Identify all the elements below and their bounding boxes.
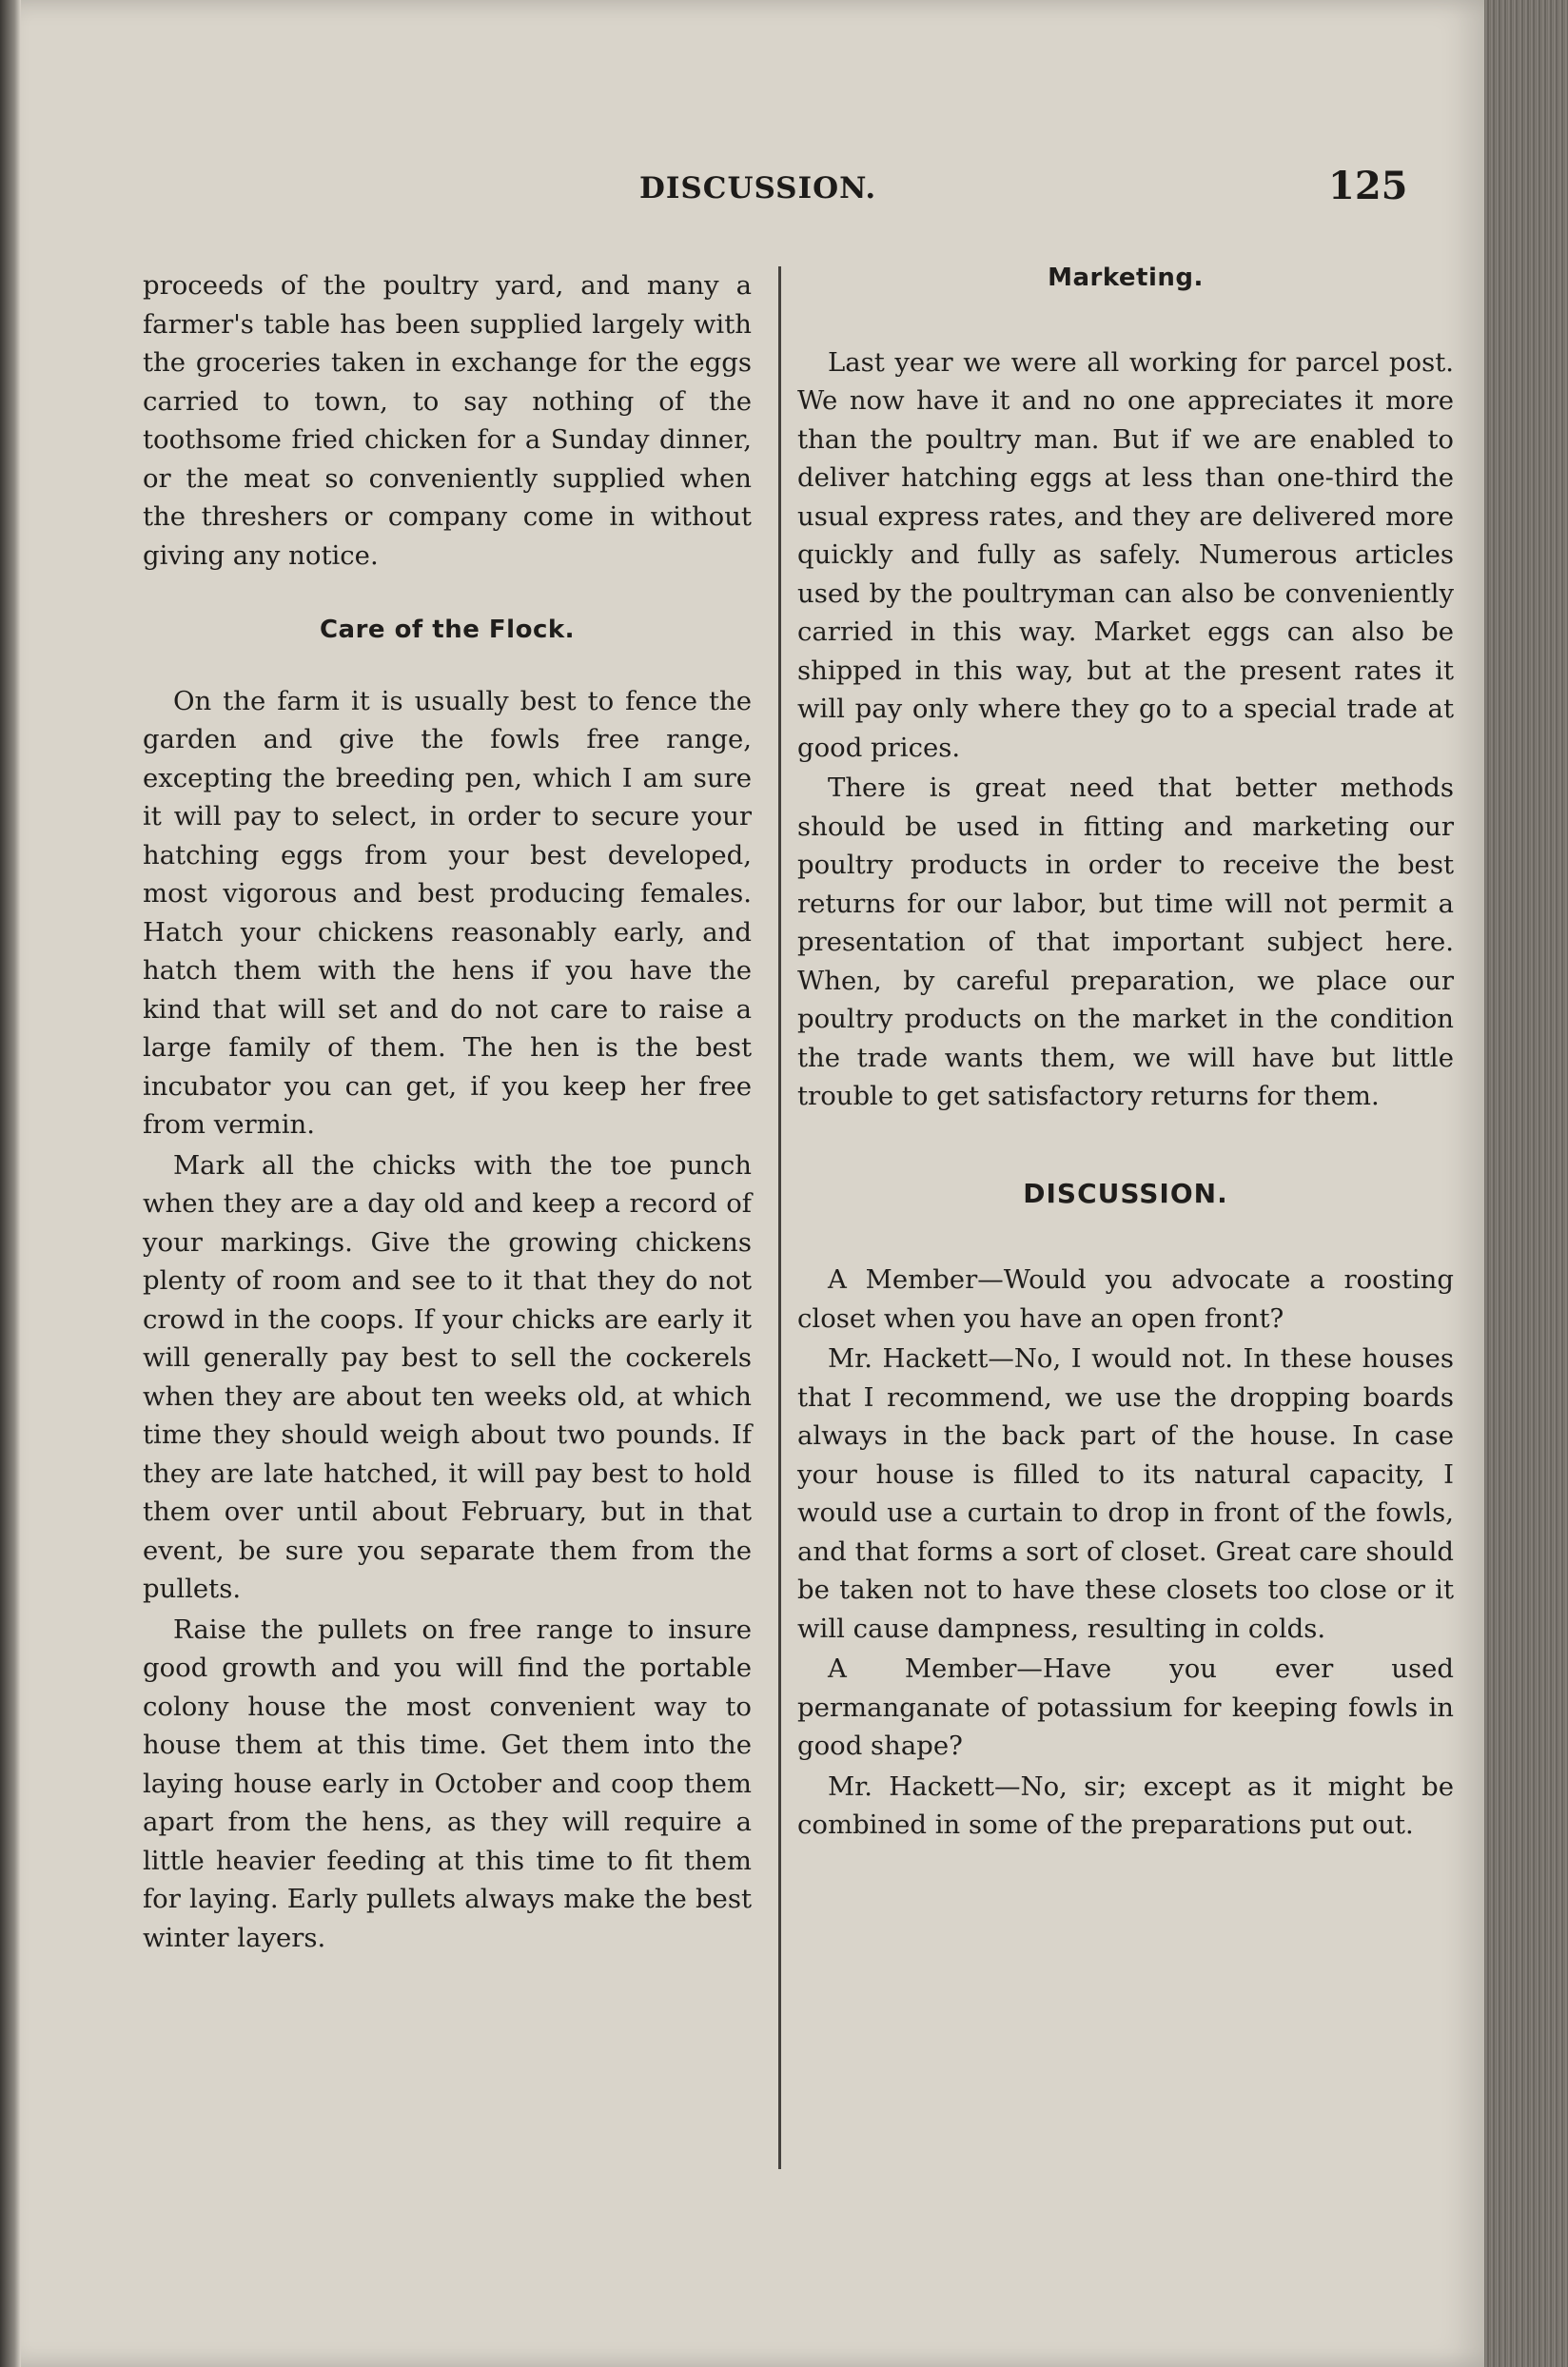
left-paragraph-2: On the farm it is usually best to fence the garden and give the fowls free range, excepting the breeding pen, which I am sure it will pay to select, in order to secure your hatching eggs from your best developed, most vigorous and best producing females. Hatch your chickens reasonably early, and hatch them with the hens if you have the kind that will set and do not care to raise a large family of them. The hen is the best incubator you can get, if you keep her free from vermin. <box>143 685 752 1140</box>
right-paragraph-3: A Member—Would you advocate a roosting closet when you have an open front? <box>797 1264 1454 1334</box>
left-paragraph-4: Raise the pullets on free range to insure good growth and you will find the portable colony house the most convenient way to house them at this time. Get them into the laying house early in October and coop them apart from the hens, as they will require a little heavier feeding at this time to fit them for laying. Early pullets always make the best winter layers. <box>143 1614 752 1953</box>
right-paragraph-4: Mr. Hackett—No, I would not. In these houses that I recommend, we use the dropping boards always in the back part of the house. In case your house is filled to its natural capacity, I would use a curtain to drop in front of the fowls, and that forms a sort of closet. Great care should be taken not to have these closets too close or it will cause dampness, resulting in colds. <box>797 1343 1454 1644</box>
right-paragraph-5: A Member—Have you ever used permanganate of potassium for keeping fowls in good shape? <box>797 1653 1454 1761</box>
left-paragraph-1: proceeds of the poultry yard, and many a farmer's table has been supplied largely with the groceries taken in exchange for the eggs carried to town, to say nothing of the toothsome fried chicken for a Sunday dinner, or the meat so conveniently supplied when the threshers or company come in without giving any notice. <box>143 270 752 571</box>
page-number: 125 <box>1328 164 1408 208</box>
book-spine-shadow <box>0 0 21 2367</box>
right-paragraph-6: Mr. Hackett—No, sir; except as it might be combined in some of the preparations put out. <box>797 1770 1454 1840</box>
page-stack-edge <box>1484 0 1568 2367</box>
right-column <box>797 259 1454 1845</box>
column-divider <box>778 266 781 2169</box>
section-heading-discussion: DISCUSSION. <box>1023 1177 1228 1209</box>
section-heading-care-of-the-flock: Care of the Flock. <box>319 616 576 644</box>
running-header-title: DISCUSSION. <box>639 171 877 205</box>
right-paragraph-1: Last year we were all working for parcel post. We now have it and no one appreciates it more than the poultry man. But if we are enabled to deliver hatching eggs at less than one-third the usual express rates, and they are delivered more quickly and fully as safely. Numerous articles used by the poultryman can also be conveniently carried in this way. Market eggs can also be shipped in this way, but at the present rates it will pay only where they go to a special trade at good prices. <box>797 346 1454 763</box>
right-paragraph-2: There is great need that better methods should be used in fitting and marketing our poultry products in order to receive the best returns for our labor, but time will not permit a presentation of that important subject here. When, by careful preparation, we place our poultry products on the market in the condition the trade wants them, we will have but little trouble to get satisfactory returns for them. <box>797 773 1454 1111</box>
left-column <box>143 266 752 1957</box>
left-paragraph-3: Mark all the chicks with the toe punch when they are a day old and keep a record of your markings. Give the growing chickens plenty of room and see to it that they do not crowd in the coops. If your chicks are early it will generally pay best to sell the cockerels when they are about ten weeks old, at which time they should weigh about two pounds. If they are late hatched, it will pay best to hold them over until about February, but in that event, be sure you separate them from the pullets. <box>143 1149 752 1604</box>
section-heading-marketing: Marketing. <box>1048 264 1204 292</box>
